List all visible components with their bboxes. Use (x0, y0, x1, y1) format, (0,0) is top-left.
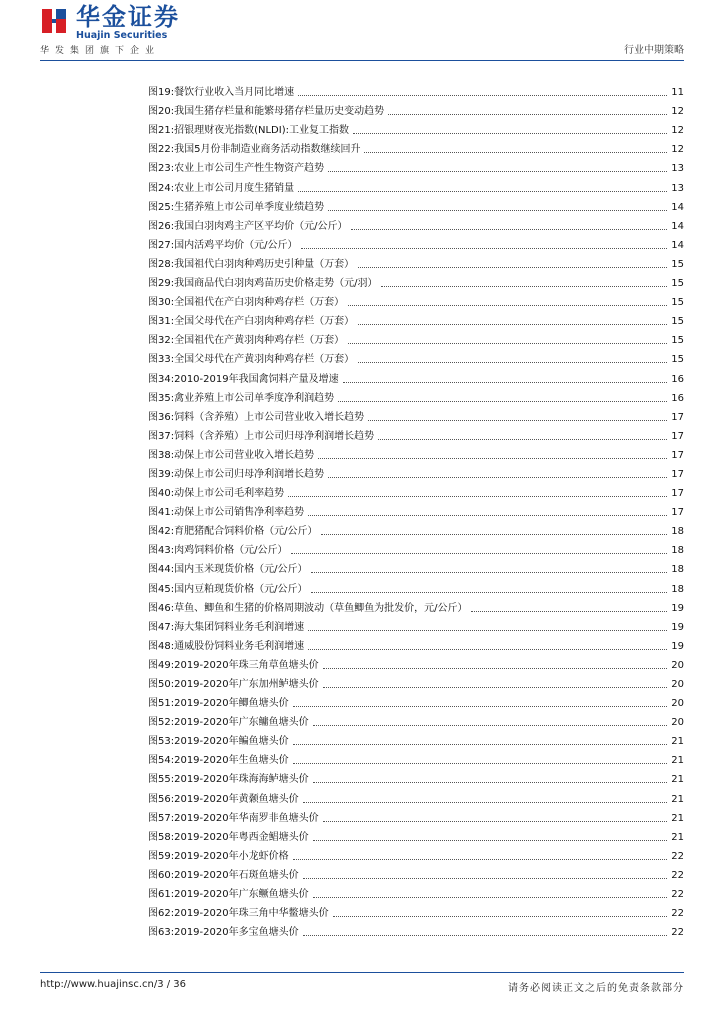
toc-dot-leader (328, 477, 667, 478)
toc-figure-number: 图36: (148, 411, 175, 423)
toc-dot-leader (348, 305, 667, 306)
toc-dot-leader (293, 744, 668, 745)
toc-page-number: 19 (671, 621, 684, 633)
toc-page-number: 18 (671, 545, 684, 557)
toc-entry[interactable] (148, 405, 684, 424)
toc-figure-number: 图58: (148, 831, 175, 843)
toc-figure-title: 肉鸡饲料价格（元/公斤） (174, 545, 288, 557)
toc-entry[interactable] (148, 672, 684, 691)
toc-page-number: 22 (671, 927, 684, 939)
toc-page-number: 21 (671, 812, 684, 824)
toc-page-number: 15 (671, 354, 684, 366)
toc-figure-number: 图43: (148, 545, 175, 557)
toc-figure-number: 图24: (148, 182, 175, 194)
toc-figure-number: 图34: (148, 373, 175, 385)
toc-figure-number: 图30: (148, 297, 175, 309)
toc-dot-leader (318, 458, 667, 459)
toc-figure-title: 2019-2020年广东鳙鱼塘头价 (174, 717, 309, 729)
toc-entry[interactable] (148, 500, 684, 519)
toc-entry[interactable] (148, 920, 684, 939)
toc-entry[interactable] (148, 309, 684, 328)
toc-page-number: 17 (671, 507, 684, 519)
toc-figure-title: 农业上市公司月度生猪销量 (174, 182, 295, 194)
toc-figure-title: 2019-2020年珠三角中华鳖塘头价 (174, 908, 329, 920)
toc-figure-title: 2019-2020年黄颡鱼塘头价 (174, 793, 299, 805)
toc-entry[interactable] (148, 806, 684, 825)
toc-dot-leader (328, 210, 667, 211)
toc-dot-leader (358, 324, 667, 325)
toc-entry[interactable] (148, 99, 684, 118)
toc-entry[interactable] (148, 557, 684, 576)
toc-figure-number: 图23: (148, 163, 175, 175)
toc-figure-number: 图62: (148, 908, 175, 920)
toc-entry[interactable] (148, 252, 684, 271)
toc-figure-title: 2019-2020年小龙虾价格 (174, 850, 289, 862)
toc-entry[interactable] (148, 519, 684, 538)
toc-entry[interactable] (148, 481, 684, 500)
toc-entry[interactable] (148, 80, 684, 99)
toc-page-number: 21 (671, 736, 684, 748)
toc-figure-title: 餐饮行业收入当月同比增速 (174, 87, 295, 99)
toc-entry[interactable] (148, 175, 684, 194)
toc-entry[interactable] (148, 290, 684, 309)
toc-dot-leader (471, 611, 667, 612)
toc-figure-title: 育肥猪配合饲料价格（元/公斤） (174, 526, 318, 538)
toc-dot-leader (308, 630, 667, 631)
toc-dot-leader (293, 763, 668, 764)
toc-figure-title: 动保上市公司归母净利润增长趋势 (174, 468, 325, 480)
toc-entry[interactable] (148, 748, 684, 767)
toc-page-number: 13 (671, 163, 684, 175)
toc-entry[interactable] (148, 615, 684, 634)
toc-figure-title: 2019-2020年广东加州鲈塘头价 (174, 679, 319, 690)
toc-page-number: 17 (671, 430, 684, 442)
toc-figure-title: 草鱼、鲫鱼和生猪的价格周期波动（草鱼鲫鱼为批发价，元/公斤） (174, 602, 468, 614)
toc-figure-title: 2019-2020年珠海海鲈塘头价 (174, 774, 309, 786)
footer-divider (40, 972, 684, 973)
toc-figure-number: 图54: (148, 755, 175, 767)
toc-page-number: 11 (671, 87, 684, 99)
toc-figure-number: 图45: (148, 583, 175, 595)
toc-figure-title: 2019-2020年多宝鱼塘头价 (174, 927, 299, 939)
toc-dot-leader (308, 649, 667, 650)
toc-dot-leader (303, 935, 668, 936)
toc-entry[interactable] (148, 825, 684, 844)
toc-figure-number: 图47: (148, 621, 175, 633)
toc-figure-number: 图63: (148, 927, 175, 939)
toc-page-number: 15 (671, 278, 684, 290)
toc-figure-number: 图21: (148, 125, 175, 137)
toc-figure-title: 2019-2020年生鱼塘头价 (174, 755, 289, 767)
toc-figure-number: 图44: (148, 564, 175, 576)
toc-dot-leader (351, 229, 667, 230)
toc-figure-title: 国内活鸡平均价（元/公斤） (174, 239, 298, 251)
toc-entry[interactable] (148, 443, 684, 462)
toc-entry[interactable] (148, 596, 684, 615)
report-type: 行业中期策略 (624, 45, 684, 56)
toc-figure-number: 图59: (148, 850, 175, 862)
toc-figure-number: 图33: (148, 354, 175, 366)
toc-figure-number: 图55: (148, 774, 175, 786)
toc-figure-number: 图26: (148, 220, 175, 232)
toc-entry[interactable] (148, 844, 684, 863)
toc-figure-number: 图57: (148, 812, 175, 824)
toc-page-number: 17 (671, 449, 684, 461)
toc-figure-title: 2010-2019年我国禽饲料产量及增速 (174, 373, 339, 385)
toc-page-number: 22 (671, 889, 684, 901)
toc-page-number: 18 (671, 564, 684, 576)
toc-figure-title: 全国父母代在产黄羽肉种鸡存栏（万套） (174, 354, 355, 366)
toc-entry[interactable] (148, 328, 684, 347)
toc-figure-title: 农业上市公司生产性生物资产趋势 (174, 163, 325, 175)
toc-figure-title: 2019-2020年华南罗非鱼塘头价 (174, 812, 319, 824)
footer-disclaimer: 请务必阅读正文之后的免责条款部分 (508, 983, 684, 994)
toc-dot-leader (298, 95, 667, 96)
toc-figure-title: 全国祖代在产黄羽肉种鸡存栏（万套） (174, 335, 345, 347)
brand-name-en: Huajin Securities (76, 30, 168, 41)
toc-figure-title: 我国商品代白羽肉鸡苗历史价格走势（元/羽） (174, 278, 378, 290)
toc-dot-leader (293, 859, 668, 860)
toc-figure-title: 海大集团饲料业务毛利润增速 (174, 621, 305, 633)
toc-figure-title: 动保上市公司营业收入增长趋势 (174, 449, 315, 461)
toc-figure-number: 图56: (148, 793, 175, 805)
toc-entry[interactable] (148, 691, 684, 710)
toc-entry[interactable] (148, 195, 684, 214)
toc-page-number: 17 (671, 468, 684, 480)
toc-entry[interactable] (148, 118, 684, 137)
toc-entry[interactable] (148, 137, 684, 156)
toc-page-number: 21 (671, 793, 684, 805)
toc-dot-leader (353, 133, 667, 134)
toc-page-number: 17 (671, 411, 684, 423)
toc-dot-leader (313, 782, 668, 783)
toc-dot-leader (338, 401, 667, 402)
toc-figure-number: 图53: (148, 736, 175, 748)
toc-figure-title: 通威股份饲料业务毛利润增速 (174, 640, 305, 652)
toc-dot-leader (348, 343, 667, 344)
toc-dot-leader (298, 191, 667, 192)
toc-page-number: 12 (671, 144, 684, 156)
toc-entry[interactable] (148, 347, 684, 366)
toc-figure-title: 我国生猪存栏量和能繁母猪存栏量历史变动趋势 (174, 106, 385, 118)
toc-dot-leader (378, 439, 667, 440)
toc-entry[interactable] (148, 156, 684, 175)
toc-page-number: 20 (671, 679, 684, 690)
toc-dot-leader (381, 286, 667, 287)
toc-dot-leader (313, 725, 668, 726)
toc-dot-leader (313, 840, 668, 841)
toc-page-number: 17 (671, 488, 684, 500)
toc-dot-leader (358, 267, 667, 268)
toc-figure-title: 2019-2020年珠三角草鱼塘头价 (174, 659, 319, 671)
toc-entry[interactable] (148, 710, 684, 729)
toc-figure-title: 招银理财夜光指数(NLDI):工业复工指数 (174, 125, 349, 137)
toc-dot-leader (291, 553, 667, 554)
toc-figure-number: 图32: (148, 335, 175, 347)
toc-page-number: 16 (671, 373, 684, 385)
toc-figure-number: 图29: (148, 278, 175, 290)
toc-entry[interactable] (148, 634, 684, 653)
toc-figure-number: 图46: (148, 602, 175, 614)
toc-page-number: 19 (671, 640, 684, 652)
toc-dot-leader (368, 420, 667, 421)
toc-figure-number: 图42: (148, 526, 175, 538)
toc-figure-title: 2019-2020年石斑鱼塘头价 (174, 869, 299, 881)
toc-dot-leader (308, 515, 667, 516)
toc-entry[interactable] (148, 576, 684, 595)
toc-figure-title: 动保上市公司毛利率趋势 (174, 488, 285, 500)
toc-page-number: 22 (671, 869, 684, 881)
toc-figure-number: 图27: (148, 239, 175, 251)
toc-figure-title: 禽业养殖上市公司单季度净利润趋势 (174, 392, 335, 404)
toc-figure-number: 图20: (148, 106, 175, 118)
toc-figure-title: 2019-2020年粤西金鲳塘头价 (174, 831, 309, 843)
toc-page-number: 21 (671, 831, 684, 843)
toc-page-number: 22 (671, 908, 684, 920)
header-divider (40, 60, 684, 61)
toc-entry[interactable] (148, 538, 684, 557)
toc-dot-leader (303, 878, 668, 879)
toc-dot-leader (288, 496, 667, 497)
toc-figure-number: 图51: (148, 698, 175, 710)
toc-entry[interactable] (148, 424, 684, 443)
huajin-logo-icon (40, 7, 68, 35)
toc-entry[interactable] (148, 366, 684, 385)
toc-page-number: 13 (671, 182, 684, 194)
toc-figure-title: 2019-2020年鳊鱼塘头价 (174, 736, 289, 748)
toc-dot-leader (311, 592, 667, 593)
toc-figure-number: 图37: (148, 430, 175, 442)
toc-page-number: 18 (671, 526, 684, 538)
toc-page-number: 15 (671, 258, 684, 270)
toc-page-number: 21 (671, 774, 684, 786)
toc-figure-number: 图31: (148, 316, 175, 328)
toc-page-number: 12 (671, 125, 684, 137)
toc-figure-title: 2019-2020年鲫鱼塘头价 (174, 698, 289, 710)
toc-figure-title: 饲料（含养殖）上市公司营业收入增长趋势 (174, 411, 365, 423)
toc-dot-leader (301, 248, 667, 249)
toc-figure-title: 2019-2020年广东鳜鱼塘头价 (174, 889, 309, 901)
toc-figure-number: 图19: (148, 87, 175, 99)
toc-figure-title: 国内玉米现货价格（元/公斤） (174, 564, 308, 576)
toc-entry[interactable] (148, 233, 684, 252)
toc-dot-leader (313, 897, 668, 898)
toc-page-number: 22 (671, 850, 684, 862)
toc-dot-leader (311, 572, 667, 573)
footer-url-page[interactable]: http://www.huajinsc.cn/3 / 36 (40, 979, 187, 990)
toc-figure-number: 图40: (148, 488, 175, 500)
toc-entry[interactable] (148, 863, 684, 882)
figure-index-list (148, 80, 684, 939)
toc-entry[interactable] (148, 729, 684, 748)
toc-page-number: 15 (671, 297, 684, 309)
toc-dot-leader (343, 382, 668, 383)
toc-figure-title: 我国5月份非制造业商务活动指数继续回升 (174, 144, 361, 156)
toc-page-number: 21 (671, 755, 684, 767)
toc-figure-number: 图48: (148, 640, 175, 652)
toc-page-number: 18 (671, 583, 684, 595)
toc-dot-leader (364, 152, 667, 153)
toc-dot-leader (333, 916, 668, 917)
toc-page-number: 20 (671, 698, 684, 710)
toc-figure-number: 图35: (148, 392, 175, 404)
toc-entry[interactable] (148, 271, 684, 290)
toc-dot-leader (328, 171, 667, 172)
toc-entry[interactable] (148, 653, 684, 672)
toc-page-number: 12 (671, 106, 684, 118)
toc-figure-title: 饲料（含养殖）上市公司归母净利润增长趋势 (174, 430, 375, 442)
toc-page-number: 14 (671, 201, 684, 213)
toc-entry[interactable] (148, 882, 684, 901)
toc-figure-title: 我国祖代白羽肉种鸡历史引种量（万套） (174, 258, 355, 270)
toc-entry[interactable] (148, 462, 684, 481)
toc-dot-leader (358, 362, 667, 363)
toc-figure-title: 生猪养殖上市公司单季度业绩趋势 (174, 201, 325, 213)
toc-page-number: 14 (671, 220, 684, 232)
toc-dot-leader (323, 668, 668, 669)
toc-page-number: 20 (671, 717, 684, 729)
toc-figure-number: 图50: (148, 679, 175, 690)
toc-figure-number: 图22: (148, 144, 175, 156)
toc-figure-title: 我国白羽肉鸡主产区平均价（元/公斤） (174, 220, 348, 232)
toc-entry[interactable] (148, 767, 684, 786)
toc-entry[interactable] (148, 386, 684, 405)
subsidiary-tagline: 华发集团旗下企业 (40, 46, 161, 56)
brand-name-cn: 华金证券 (76, 3, 180, 31)
toc-figure-number: 图60: (148, 869, 175, 881)
toc-dot-leader (323, 821, 668, 822)
toc-dot-leader (293, 706, 668, 707)
page-header (0, 0, 724, 62)
toc-page-number: 15 (671, 316, 684, 328)
toc-dot-leader (323, 687, 668, 688)
toc-entry[interactable] (148, 901, 684, 920)
toc-figure-number: 图52: (148, 717, 175, 729)
toc-figure-title: 全国父母代在产白羽肉种鸡存栏（万套） (174, 316, 355, 328)
toc-figure-number: 图38: (148, 449, 175, 461)
toc-figure-title: 全国祖代在产白羽肉种鸡存栏（万套） (174, 297, 345, 309)
toc-entry[interactable] (148, 786, 684, 805)
toc-page-number: 19 (671, 602, 684, 614)
toc-figure-title: 国内豆粕现货价格（元/公斤） (174, 583, 308, 595)
toc-figure-number: 图41: (148, 507, 175, 519)
toc-figure-number: 图61: (148, 889, 175, 901)
toc-figure-number: 图49: (148, 659, 175, 671)
toc-dot-leader (321, 534, 667, 535)
toc-figure-number: 图28: (148, 258, 175, 270)
toc-figure-title: 动保上市公司销售净利率趋势 (174, 507, 305, 519)
toc-figure-number: 图25: (148, 201, 175, 213)
toc-dot-leader (303, 802, 668, 803)
toc-page-number: 14 (671, 239, 684, 251)
toc-dot-leader (388, 114, 667, 115)
toc-page-number: 16 (671, 392, 684, 404)
toc-page-number: 20 (671, 659, 684, 671)
toc-page-number: 15 (671, 335, 684, 347)
toc-entry[interactable] (148, 214, 684, 233)
toc-figure-number: 图39: (148, 468, 175, 480)
